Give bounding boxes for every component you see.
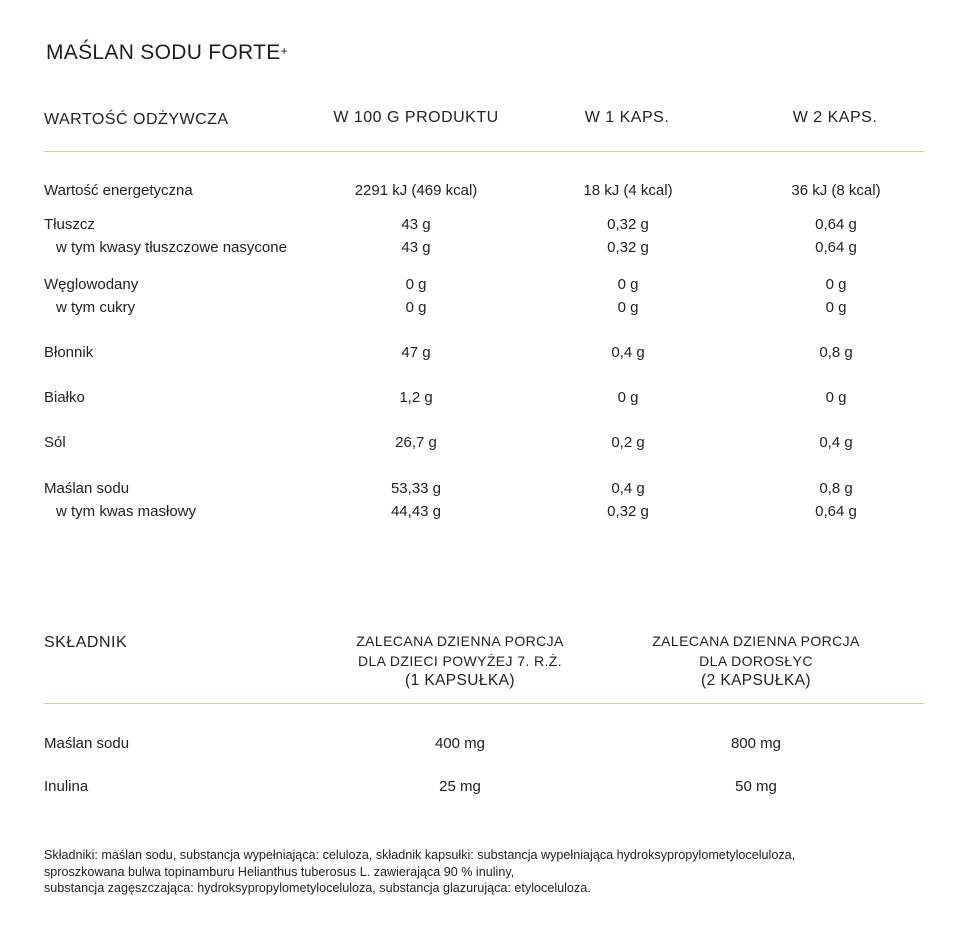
adults-dose-value: 50 mg	[735, 778, 777, 795]
row-label: Maślan sodu	[44, 480, 130, 497]
ingredient-label: Maślan sodu	[44, 735, 130, 752]
footnote-line1: Składniki: maślan sodu, substancja wypełniająca: celuloza, składnik kapsułki: substancja wypełniająca hydroksypropylometyloceluloza,	[44, 848, 796, 862]
value-per-1-capsule: 0,4 g	[611, 344, 645, 361]
value-per-100g: 0 g	[405, 276, 427, 293]
children-dose-line2: DLA DZIECI POWYŻEJ 7. R.Ż.	[357, 652, 563, 669]
adults-dose-line2: DLA DOROSŁYC	[699, 652, 813, 669]
row-label: Wartość energetyczna	[44, 182, 193, 199]
footnote-line3: substancja zagęszczająca: hydroksypropylometyloceluloza, substancja glazurująca: etyloceluloza.	[44, 881, 591, 895]
header-adults-dose	[636, 632, 876, 691]
value-per-100g: 26,7 g	[395, 434, 437, 451]
row-label: Błonnik	[44, 344, 94, 361]
value-per-2-capsules: 0,64 g	[815, 216, 857, 233]
row-label: Tłuszcz	[44, 216, 95, 233]
ingredients-divider	[44, 703, 924, 704]
value-per-100g: 43 g	[401, 239, 431, 256]
value-per-100g: 0 g	[405, 299, 427, 316]
value-per-100g: 53,33 g	[390, 480, 442, 497]
header-children-dose	[340, 632, 580, 691]
value-per-2-capsules: 0 g	[825, 276, 847, 293]
adults-dose-line1: ZALECANA DZIENNA PORCJA	[652, 633, 860, 649]
value-per-1-capsule: 0 g	[617, 276, 639, 293]
value-per-1-capsule: 0,32 g	[607, 503, 649, 520]
value-per-1-capsule: 0,2 g	[611, 434, 645, 451]
value-per-2-capsules: 0,64 g	[815, 503, 857, 520]
value-per-1-capsule: 0,32 g	[607, 239, 649, 256]
children-dose-line1: ZALECANA DZIENNA PORCJA	[356, 633, 564, 649]
row-sublabel: w tym kwasy tłuszczowe nasycone	[56, 239, 287, 256]
value-per-2-capsules: 0,4 g	[819, 434, 853, 451]
value-per-1-capsule: 18 kJ (4 kcal)	[583, 182, 673, 199]
footnote-line2: sproszkowana bulwa topinamburu Helianthus tuberosus L. zawierająca 90 % inuliny,	[44, 864, 515, 879]
ingredient-label: Inulina	[44, 778, 89, 795]
value-per-100g: 43 g	[401, 216, 431, 233]
value-per-2-capsules: 0,64 g	[815, 239, 857, 256]
value-per-1-capsule: 0 g	[617, 389, 639, 406]
header-ingredient: SKŁADNIK	[44, 634, 128, 651]
children-dose-value: 400 mg	[434, 735, 486, 752]
value-per-100g: 44,43 g	[390, 503, 442, 520]
title-plus-sign: +	[280, 44, 288, 58]
value-per-1-capsule: 0,32 g	[607, 216, 649, 233]
page-title: MAŚLAN SODU FORTE+	[46, 41, 288, 64]
children-dose-value: 25 mg	[439, 778, 481, 795]
value-per-2-capsules: 36 kJ (8 kcal)	[791, 182, 881, 199]
header-nutrition-value: WARTOŚĆ ODŻYWCZA	[44, 111, 229, 128]
value-per-100g: 2291 kJ (469 kcal)	[354, 182, 478, 199]
value-per-100g: 1,2 g	[399, 389, 433, 406]
adults-dose-line3: (2 KAPSUŁKA)	[701, 672, 811, 689]
header-per-100g: W 100 G PRODUKTU	[333, 109, 499, 126]
row-sublabel: w tym cukry	[56, 299, 136, 316]
value-per-2-capsules: 0,8 g	[819, 480, 853, 497]
row-sublabel: w tym kwas masłowy	[56, 503, 197, 520]
value-per-2-capsules: 0 g	[825, 299, 847, 316]
ingredients-footnote	[44, 847, 795, 897]
adults-dose-value: 800 mg	[730, 735, 782, 752]
row-label: Białko	[44, 389, 85, 406]
value-per-2-capsules: 0,8 g	[819, 344, 853, 361]
header-divider	[44, 151, 924, 152]
value-per-2-capsules: 0 g	[825, 389, 847, 406]
value-per-100g: 47 g	[401, 344, 431, 361]
value-per-1-capsule: 0 g	[617, 299, 639, 316]
row-label: Węglowodany	[44, 276, 139, 293]
row-label: Sól	[44, 434, 66, 451]
header-per-1-capsule: W 1 KAPS.	[584, 109, 670, 126]
children-dose-line3: (1 KAPSUŁKA)	[405, 672, 515, 689]
header-per-2-capsules: W 2 KAPS.	[792, 109, 878, 126]
value-per-1-capsule: 0,4 g	[611, 480, 645, 497]
